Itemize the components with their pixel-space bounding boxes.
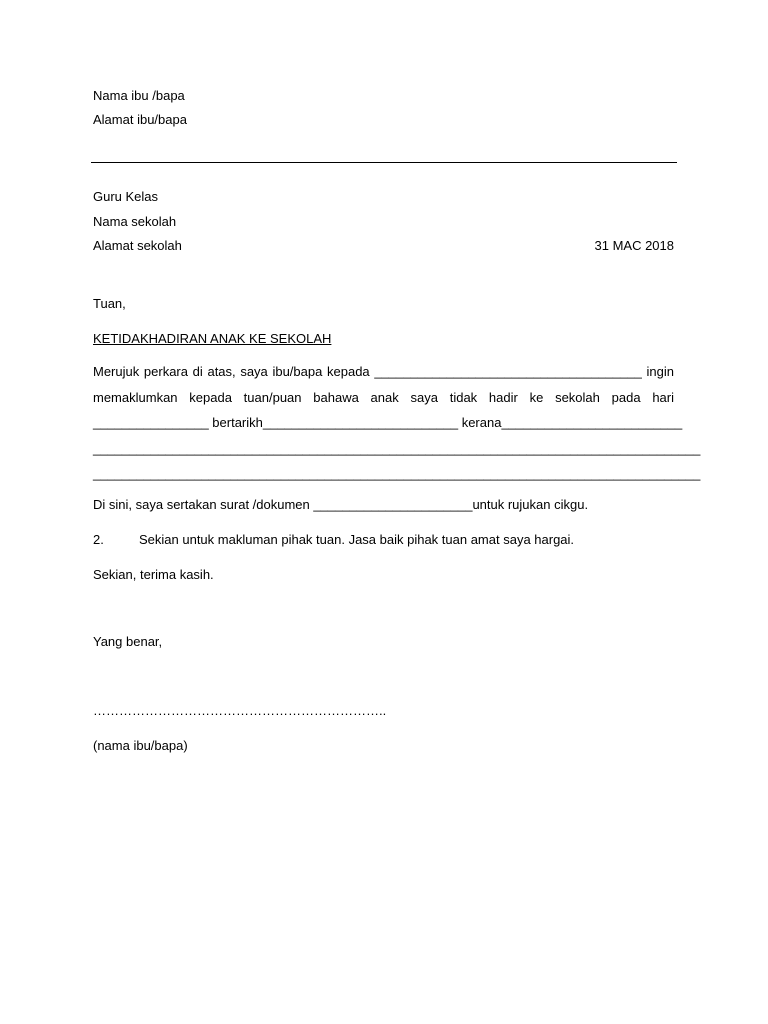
sender-name: Nama ibu /bapa — [93, 88, 185, 103]
body-line-3: ________________ bertarikh___________________________ kerana_________________________ — [93, 415, 683, 430]
point-2-text: Sekian untuk makluman pihak tuan. Jasa baik pihak tuan amat saya hargai. — [139, 532, 575, 547]
closing-text: Sekian, terima kasih. — [93, 567, 214, 582]
header-divider — [91, 162, 677, 163]
body-paragraph — [93, 359, 701, 487]
attachment-line: Di sini, saya sertakan surat /dokumen ______________________untuk rujukan cikgu. — [93, 497, 589, 512]
signature-line: ………………………………………………………….. — [93, 703, 387, 718]
recipient-school: Nama sekolah — [93, 214, 177, 229]
sender-address: Alamat ibu/bapa — [93, 112, 187, 127]
body-line-4: ____________________________________________________________________________________ — [93, 440, 701, 456]
salutation: Tuan, — [93, 296, 126, 311]
point-2 — [93, 532, 574, 548]
body-line-1: Merujuk perkara di atas, saya ibu/bapa kepada _____________________________________ ingin — [93, 364, 674, 379]
recipient-title: Guru Kelas — [93, 189, 159, 204]
letter-date: 31 MAC 2018 — [594, 238, 674, 253]
signer-label: (nama ibu/bapa) — [93, 738, 188, 753]
point-2-number: 2. — [93, 532, 104, 547]
sign-off: Yang benar, — [93, 634, 163, 649]
body-line-2: memaklumkan kepada tuan/puan bahawa anak saya tidak hadir ke sekolah pada hari — [93, 389, 674, 405]
body-line-5: ____________________________________________________________________________________ — [93, 466, 701, 481]
recipient-address: Alamat sekolah — [93, 238, 182, 253]
letter-subject: KETIDAKHADIRAN ANAK KE SEKOLAH — [93, 331, 332, 346]
